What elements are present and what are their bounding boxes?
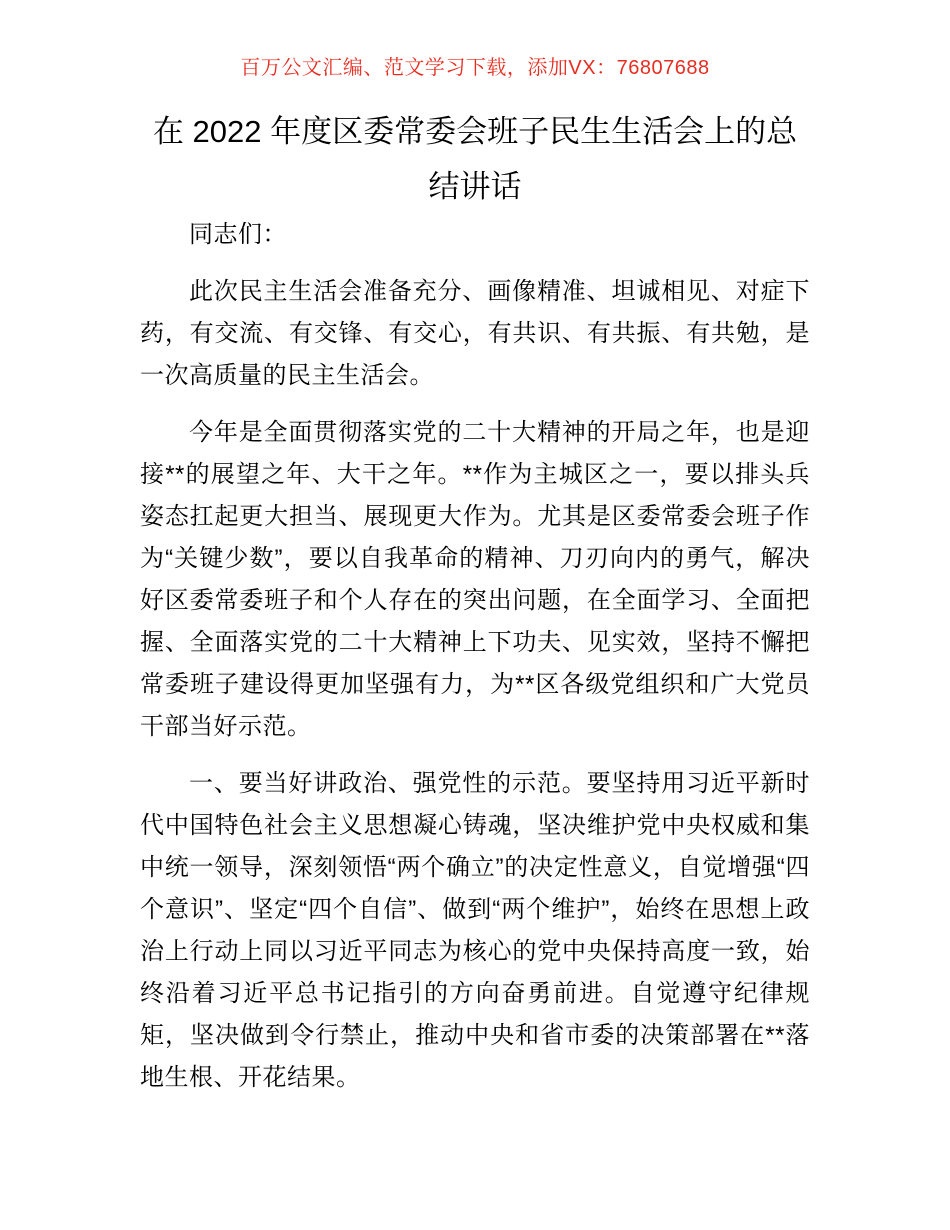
document-body [140,214,810,1099]
document-title: 在 2022 年度区委常委会班子民生生活会上的总结讲话 [152,114,798,204]
paragraph-context: 今年是全面贯彻落实党的二十大精神的开局之年，也是迎接**的展望之年、大干之年。**作为主城区之一，要以排头兵姿态扛起更大担当、展现更大作为。尤其是区委常委会班子作为“关键少数”，要以自我革命的精神、刀刃向内的勇气，解决好区委常委班子和个人存在的突出问题，在全面学习、全面把握、全面落实党的二十大精神上下功夫、见实效，坚持不懈把常委班子建设得更加坚强有力，为**区各级党组织和广大党员干部当好示范。 [140,419,810,740]
paragraph-opening: 此次民主生活会准备充分、画像精准、坦诚相见、对症下药，有交流、有交锋、有交心，有共识、有共振、有共勉，是一次高质量的民主生活会。 [140,278,810,389]
promo-banner-text: 百万公文汇编、范文学习下载，添加VX：76807688 [240,57,710,79]
paragraph-salutation: 同志们： [189,221,287,248]
paragraph-point-one: 一、要当好讲政治、强党性的示范。要坚持用习近平新时代中国特色社会主义思想凝心铸魂，坚决维护党中央权威和集中统一领导，深刻领悟“两个确立”的决定性意义，自觉增强“四个意识”、坚定“四个自信”、做到“两个维护”，始终在思想上政治上行动上同以习近平同志为核心的党中央保持高度一致，始终沿着习近平总书记指引的方向奋勇前进。自觉遵守纪律规矩，坚决做到令行禁止，推动中央和省市委的决策部署在**落地生根、开花结果。 [140,770,810,1091]
